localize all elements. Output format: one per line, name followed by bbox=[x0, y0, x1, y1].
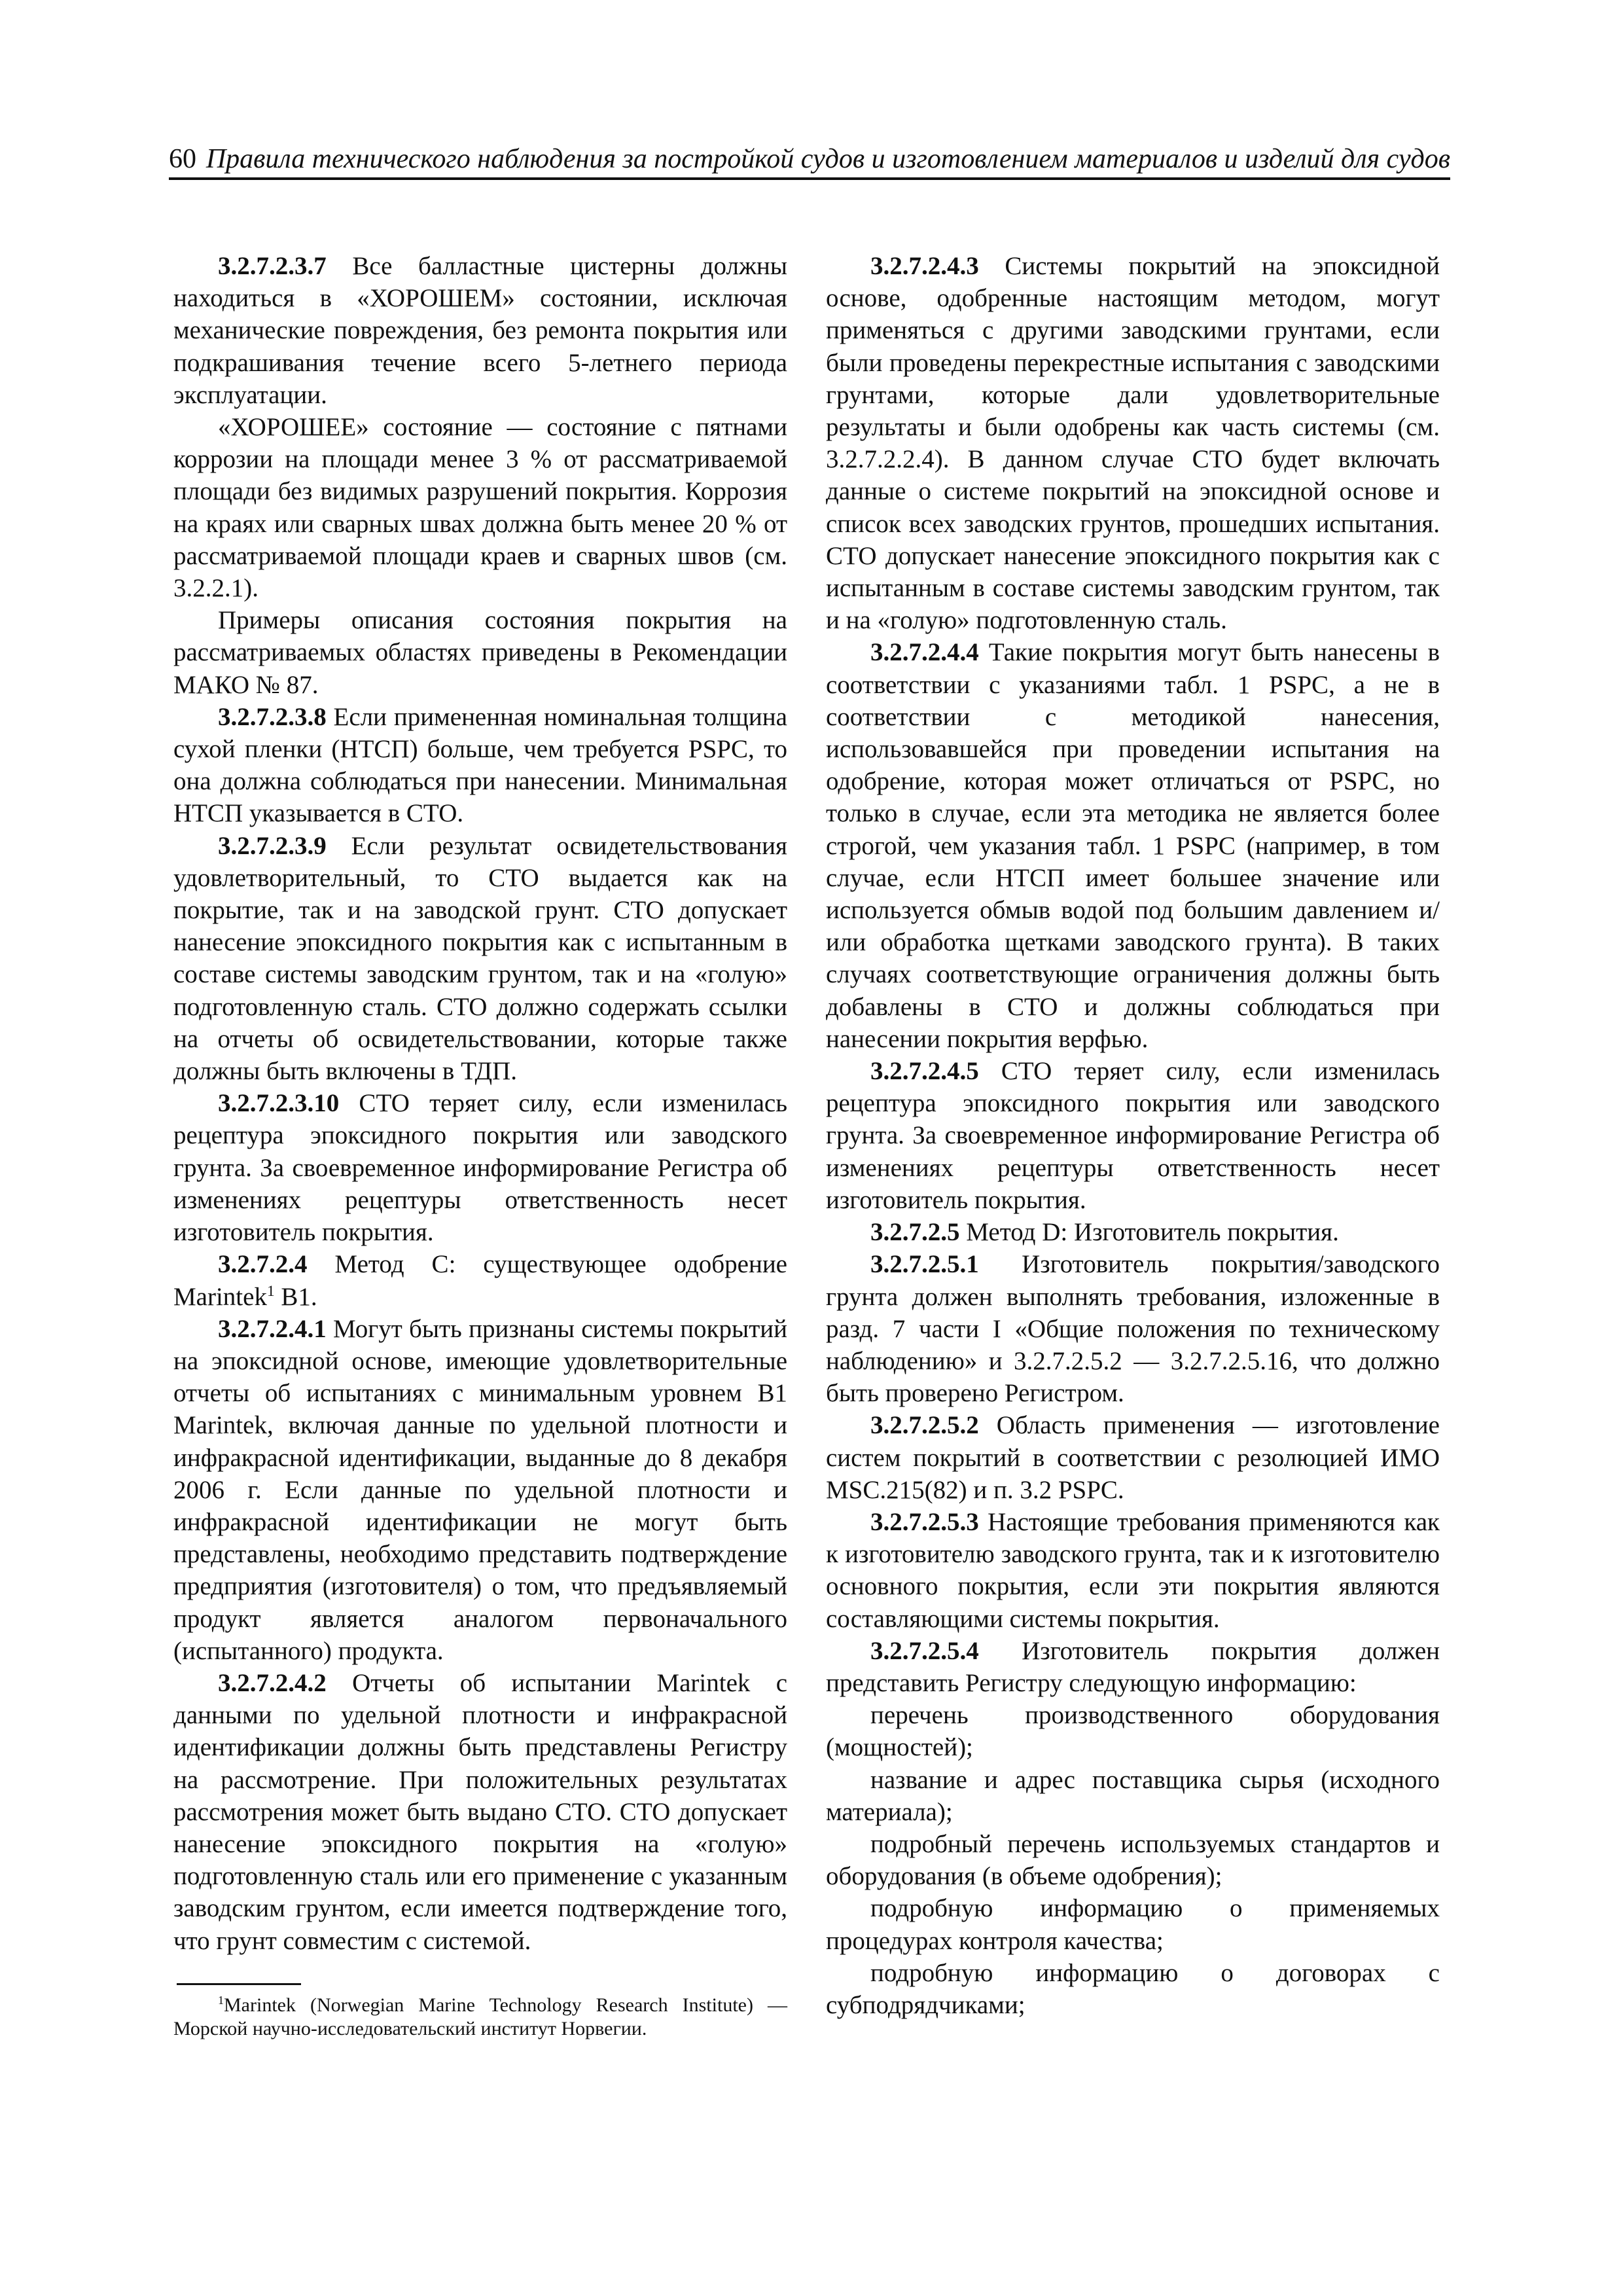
paragraph: 3.2.7.2.3.10 СТО теряет силу, если изменилась рецептура эпоксидного покрытия или заводского грунта. За своевременное информирование Регистра об изменениях рецептуры ответственность несет изготовитель покрытия. bbox=[173, 1089, 787, 1247]
paragraph: 3.2.7.2.4.5 СТО теряет силу, если изменилась рецептура эпоксидного покрытия или заводского грунта. За своевременное информирование Регистра об изменениях рецептуры ответственность несет изготовитель покрытия. bbox=[826, 1057, 1440, 1214]
paragraph: 3.2.7.2.4.4 Такие покрытия могут быть нанесены в соответствии с указаниями табл. 1 PSPC, а не в соответствии с методикой нанесения, использовавшейся при проведении испытания на одобрение, которая может отличаться от PSPC, но только в случае, если эта методика не является более строгой, чем указания табл. 1 PSPC (например, в том случае, если НТСП имеет большее значение или используется обмыв водой под большим давлением и/или обработка щетками заводского грунта). В таких случаях соответствующие ограничения должны быть добавлены в СТО и должны соблюдаться при нанесении покрытия верфью. bbox=[826, 638, 1440, 1053]
paragraph: 3.2.7.2.5 Метод D: Изготовитель покрытия. bbox=[870, 1218, 1339, 1247]
clause-number: 3.2.7.2.4.2 bbox=[218, 1668, 327, 1697]
clause-number: 3.2.7.2.5.4 bbox=[870, 1636, 979, 1665]
list-item: название и адрес поставщика сырья (исходного материала); bbox=[826, 1765, 1440, 1826]
paragraph: 3.2.7.2.4.3 Системы покрытий на эпоксидной основе, одобренные настоящим методом, могут применяться с другими заводскими грунтами, если были проведены перекрестные испытания с заводскими грунтами, которые дали удовлетворительные результаты и были одобрены как часть системы (см. 3.2.7.2.2.4). В данном случае СТО будет включать данные о системе покрытий на эпоксидной основе и список всех заводских грунтов, прошедших испытания. СТО допускает нанесение эпоксидного покрытия как с испытанным в составе системы заводским грунтом, так и на «голую» подготовленную сталь. bbox=[826, 252, 1440, 635]
clause-number: 3.2.7.2.4.4 bbox=[870, 638, 979, 667]
clause-number: 3.2.7.2.5 bbox=[870, 1218, 960, 1247]
header-rule bbox=[169, 177, 1450, 180]
paragraph: 3.2.7.2.4.1 Могут быть признаны системы покрытий на эпоксидной основе, имеющие удовлетворительные отчеты об испытаниях с минимальным уровнем В1 Marintek, включая данные по удельной плотности и инфракрасной идентификации, выданные до 8 декабря 2006 г. Если данные по удельной плотности и инфракрасной идентификации не могут быть представлены, необходимо представить подтверждение предприятия (изготовителя) о том, что предъявляемый продукт является аналогом первоначального (испытанного) продукта. bbox=[173, 1314, 787, 1665]
running-title: Правила технического наблюдения за постройкой судов и изготовлением материалов и изделий для судов bbox=[205, 144, 1450, 174]
page-header bbox=[169, 143, 1450, 182]
footnote-text: Marintek (Norwegian Marine Technology Research Institute) — Морской научно-исследовательский институт Норвегии. bbox=[173, 1994, 787, 2039]
left-column bbox=[173, 250, 787, 1957]
clause-number: 3.2.7.2.4.3 bbox=[870, 252, 979, 280]
clause-number: 3.2.7.2.4 bbox=[218, 1250, 308, 1279]
paragraph: Примеры описания состояния покрытия на рассматриваемых областях приведены в Рекомендации МАКО № 87. bbox=[173, 606, 787, 699]
footnote bbox=[173, 1994, 787, 2041]
list-item: перечень производственного оборудования (мощностей); bbox=[826, 1701, 1440, 1762]
paragraph: 3.2.7.2.5.4 Изготовитель покрытия должен представить Регистру следующую информацию: bbox=[826, 1636, 1440, 1697]
footnote-ref: 1 bbox=[266, 1282, 275, 1300]
paragraph: 3.2.7.2.5.1 Изготовитель покрытия/заводского грунта должен выполнять требования, изложенные в разд. 7 части I «Общие положения по техническому наблюдению» и 3.2.7.2.5.2 — 3.2.7.2.5.16, что должно быть проверено Регистром. bbox=[826, 1250, 1440, 1408]
clause-number: 3.2.7.2.3.10 bbox=[218, 1089, 340, 1118]
clause-number: 3.2.7.2.3.7 bbox=[218, 252, 327, 280]
paragraph: 3.2.7.2.5.3 Настоящие требования применяются как к изготовителю заводского грунта, так и к изготовителю основного покрытия, если эти покрытия являются составляющими системы покрытия. bbox=[826, 1507, 1440, 1633]
paragraph: 3.2.7.2.5.2 Область применения — изготовление систем покрытий в соответствии с резолюцией ИМО MSC.215(82) и п. 3.2 PSPC. bbox=[826, 1411, 1440, 1504]
clause-number: 3.2.7.2.5.2 bbox=[870, 1411, 979, 1440]
list-item: подробную информацию о договорах с субподрядчиками; bbox=[826, 1958, 1440, 2019]
paragraph: 3.2.7.2.4.2 Отчеты об испытании Marintek с данными по удельной плотности и инфракрасной идентификации должны быть представлены Регистру на рассмотрение. При положительных результатах рассмотрения может быть выдано СТО. СТО допускает нанесение эпоксидного покрытия на «голую» подготовленную сталь или его применение с указанным заводским грунтом, если имеется подтверждение того, что грунт совместим с системой. bbox=[173, 1668, 787, 1955]
page-number: 60 bbox=[169, 144, 196, 174]
paragraph: 3.2.7.2.3.7 Все балластные цистерны должны находиться в «ХОРОШЕМ» состоянии, исключая механические повреждения, без ремонта покрытия или подкрашивания течение всего 5-летнего периода эксплуатации. bbox=[173, 252, 787, 409]
paragraph: 3.2.7.2.4 Метод С: существующее одобрение Marintek$^1$ В1. bbox=[173, 1250, 787, 1311]
list-item: подробную информацию о применяемых процедурах контроля качества; bbox=[826, 1894, 1440, 1955]
paragraph: «ХОРОШЕЕ» состояние — состояние с пятнами коррозии на площади менее 3 % от рассматриваемой площади без видимых разрушений покрытия. Коррозия на краях или сварных швах должна быть менее 20 % от рассматриваемой площади краев и сварных швов (см. 3.2.2.1). bbox=[173, 413, 787, 603]
paragraph: 3.2.7.2.3.8 Если примененная номинальная толщина сухой пленки (НТСП) больше, чем требуется PSPC, то она должна соблюдаться при нанесении. Минимальная НТСП указывается в СТО. bbox=[173, 702, 787, 828]
clause-number: 3.2.7.2.3.9 bbox=[218, 831, 327, 860]
clause-number: 3.2.7.2.4.5 bbox=[870, 1057, 979, 1086]
clause-number: 3.2.7.2.3.8 bbox=[218, 702, 327, 731]
clause-number: 3.2.7.2.5.3 bbox=[870, 1507, 979, 1536]
footnote-mark: 1 bbox=[218, 1994, 224, 2007]
paragraph: 3.2.7.2.3.9 Если результат освидетельствования удовлетворительный, то СТО выдается как на покрытие, так и на заводской грунт. СТО допускает нанесение эпоксидного покрытия как с испытанным в составе системы заводским грунтом, так и на «голую» подготовленную сталь. СТО должно содержать ссылки на отчеты об освидетельствовании, которые также должны быть включены в ТДП. bbox=[173, 831, 787, 1086]
footnote-rule bbox=[177, 1983, 301, 1985]
list-item: подробный перечень используемых стандартов и оборудования (в объеме одобрения); bbox=[826, 1829, 1440, 1891]
clause-number: 3.2.7.2.5.1 bbox=[870, 1250, 979, 1279]
right-column bbox=[826, 250, 1440, 2021]
clause-number: 3.2.7.2.4.1 bbox=[218, 1314, 327, 1343]
